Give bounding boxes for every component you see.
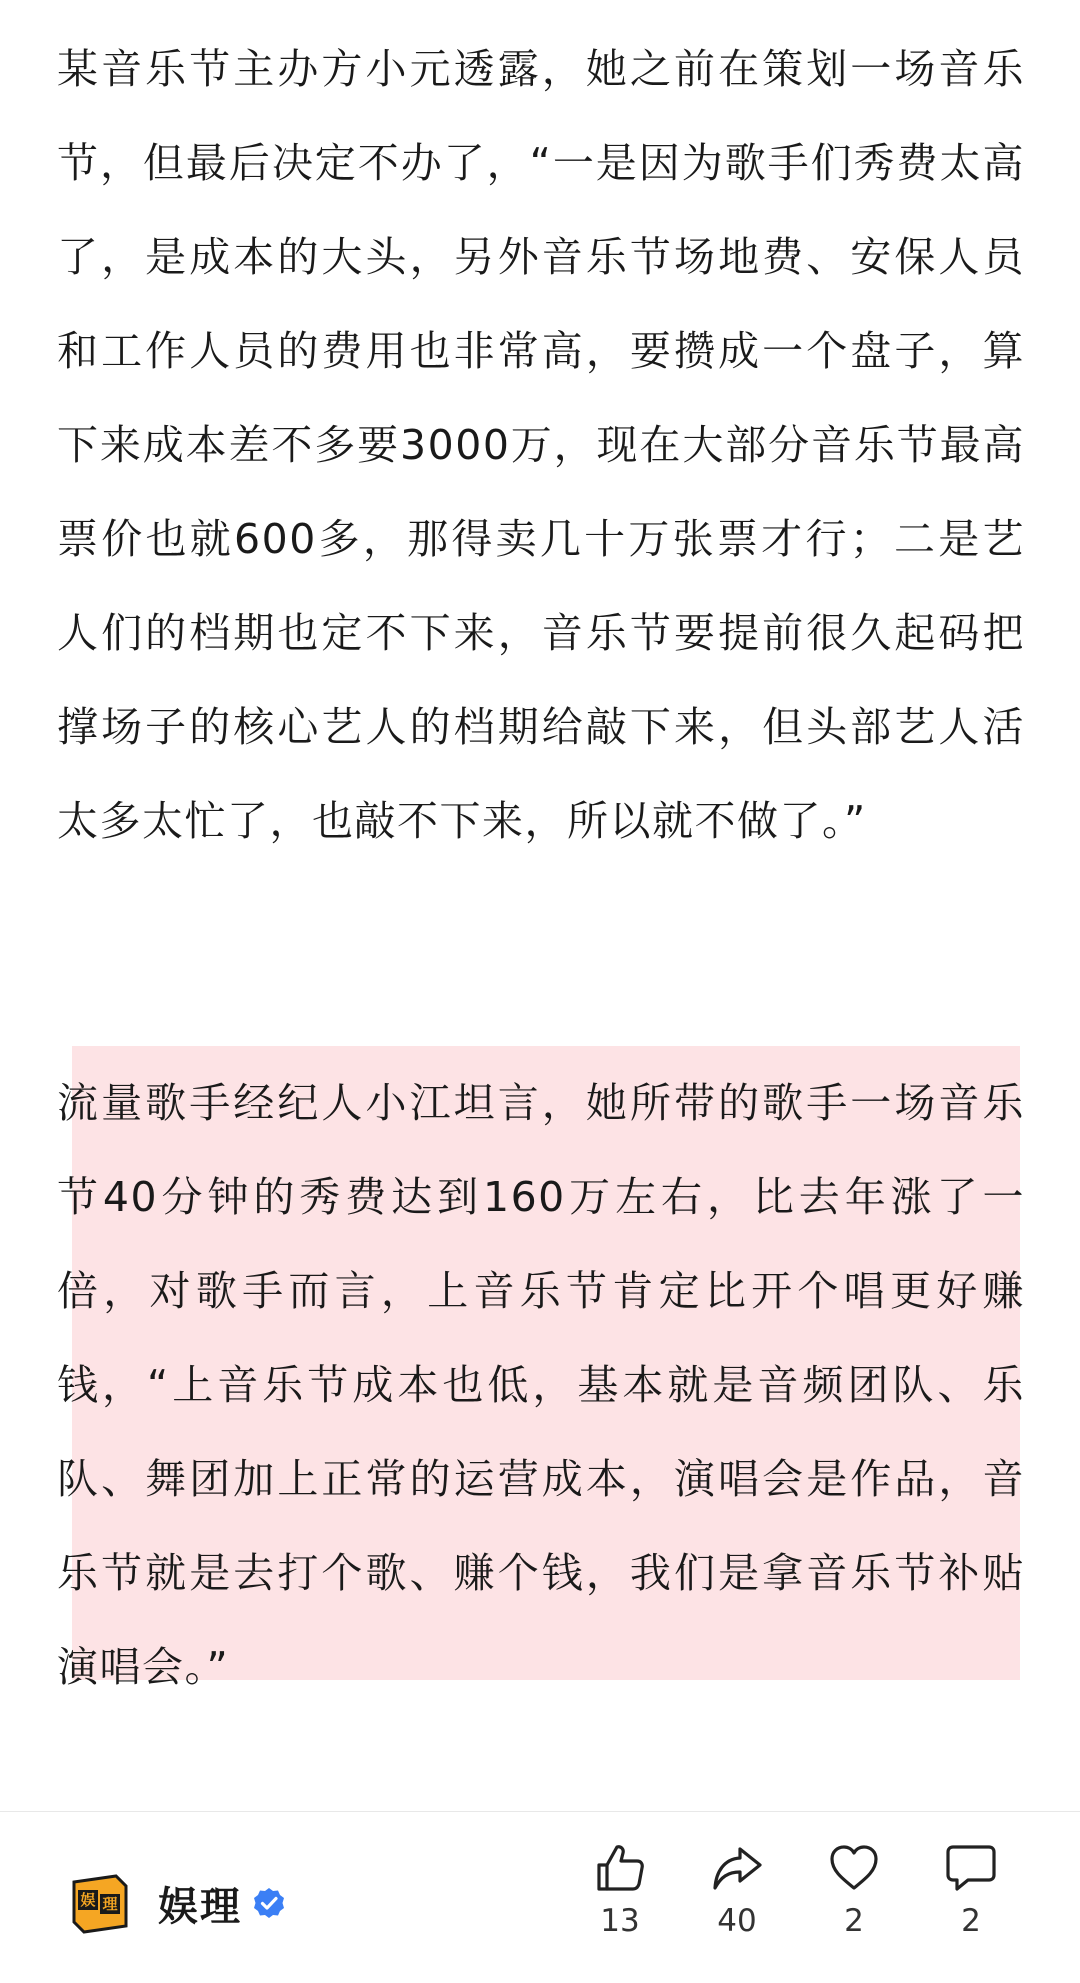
avatar-logo-char-2: 理	[102, 1895, 118, 1913]
heart-icon	[827, 1841, 881, 1895]
article-footer-bar	[0, 1811, 1080, 1983]
author-info[interactable]	[68, 1863, 286, 1943]
favorite-count: 2	[844, 1903, 864, 1939]
share-icon	[710, 1841, 764, 1895]
thumbs-up-icon	[593, 1841, 647, 1895]
share-count: 40	[717, 1903, 757, 1939]
avatar-logo-char-1: 娱	[80, 1891, 96, 1909]
like-button[interactable]	[570, 1841, 670, 1939]
comment-button[interactable]	[921, 1841, 1021, 1939]
article-paragraph: 某音乐节主办方小元透露，她之前在策划一场音乐节，但最后决定不办了，“一是因为歌手们秀费太高了，是成本的大头，另外音乐节场地费、安保人员和工作人员的费用也非常高，要攒成一个盘子，算下来成本差不多要3000万，现在大部分音乐节最高票价也就600多，那得卖几十万张票才行；二是艺人们的档期也定不下来，音乐节要提前很久起码把撑场子的核心艺人的档期给敲下来，但头部艺人活太多太忙了，也敲不下来，所以就不做了。”	[57, 45, 1025, 845]
yuli-logo-icon[interactable]	[68, 1872, 130, 1934]
favorite-button[interactable]	[804, 1841, 904, 1939]
like-count: 13	[600, 1903, 640, 1939]
article-paragraph-highlighted: 流量歌手经纪人小江坦言，她所带的歌手一场音乐节40分钟的秀费达到160万左右，比去年涨了一倍，对歌手而言，上音乐节肯定比开个唱更好赚钱，“上音乐节成本也低，基本就是音频团队、乐队、舞团加上正常的运营成本，演唱会是作品，音乐节就是去打个歌、赚个钱，我们是拿音乐节补贴演唱会。”	[57, 1079, 1025, 1691]
author-name[interactable]: 娱理	[158, 1883, 242, 1930]
comment-icon	[944, 1841, 998, 1895]
footer-divider	[0, 1811, 1080, 1812]
share-button[interactable]	[687, 1841, 787, 1939]
comment-count: 2	[961, 1903, 981, 1939]
verified-badge-icon	[252, 1886, 286, 1920]
